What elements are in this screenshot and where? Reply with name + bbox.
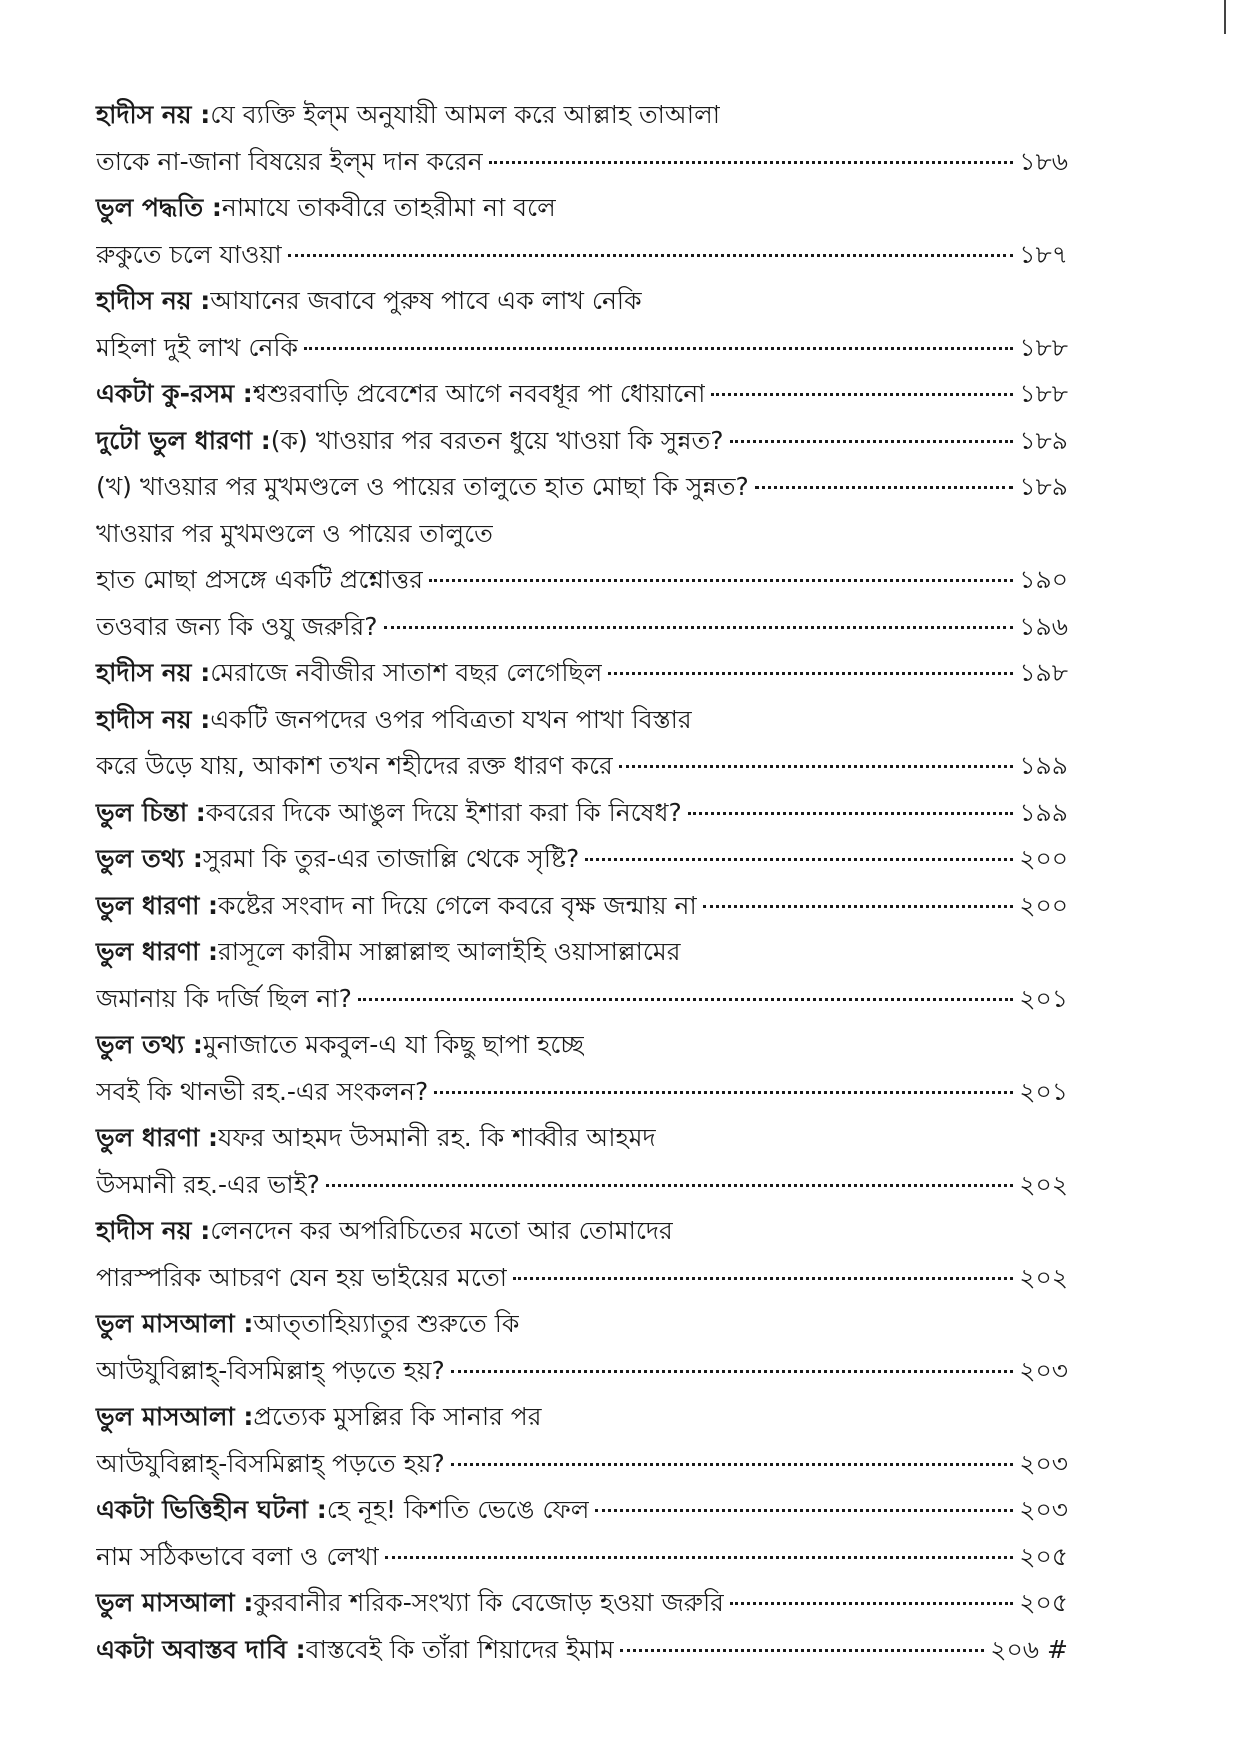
toc-line xyxy=(96,557,1068,604)
toc-line xyxy=(96,1394,1068,1441)
entry-title: সবই কি থানভী রহ.-এর সংকলন? xyxy=(96,1076,429,1106)
entry-page-number: ২০০ xyxy=(1019,844,1068,873)
dot-leader xyxy=(326,1184,1013,1187)
dot-leader xyxy=(513,1277,1013,1280)
entry-title: যে ব্যক্তি ইল্‌ম অনুযায়ী আমল করে আল্লাহ তাআলা xyxy=(210,100,720,129)
entry-title: লেনদেন কর অপরিচিতের মতো আর তোমাদের xyxy=(210,1216,673,1245)
entry-title: (ক) খাওয়ার পর বরতন ধুয়ে খাওয়া কি সুন্নত? xyxy=(270,425,724,455)
toc-line xyxy=(96,139,1068,186)
toc-line xyxy=(96,511,1068,558)
toc-line xyxy=(96,1534,1068,1581)
toc-line xyxy=(96,371,1068,418)
toc-line xyxy=(96,464,1068,511)
entry-title: নামাযে তাকবীরে তাহরীমা না বলে xyxy=(221,193,556,222)
entry-title: জমানায় কি দর্জি ছিল না? xyxy=(96,983,352,1013)
entry-category-label: ভুল চিন্তা : xyxy=(96,797,206,827)
entry-page-number: ১৯৯ xyxy=(1019,797,1068,827)
entry-category-label: ভুল তথ্য : xyxy=(96,1030,203,1059)
entry-title: আযানের জবাবে পুরুষ পাবে এক লাখ নেকি xyxy=(210,286,642,315)
entry-page-number: ২০৫ xyxy=(1019,1541,1068,1571)
entry-title: আত্‌তাহিয়্যাতুর শুরুতে কি xyxy=(253,1309,520,1338)
page-edge-mark xyxy=(1224,0,1226,34)
entry-category-label: একটা ভিত্তিহীন ঘটনা : xyxy=(96,1495,327,1524)
toc-line xyxy=(96,1162,1068,1209)
entry-category-label: ভুল পদ্ধতি : xyxy=(96,193,222,222)
entry-title: রাসূলে কারীম সাল্লাল্লাহু আলাইহি ওয়াসাল্লামের xyxy=(218,937,681,966)
toc-line xyxy=(96,1069,1068,1116)
entry-title: হে নূহ! কিশতি ভেঙে ফেল xyxy=(326,1495,590,1524)
entry-title: (খ) খাওয়ার পর মুখমণ্ডলে ও পায়ের তালুতে হাত মোছা কি সুন্নত? xyxy=(96,472,749,501)
entry-page-number: ২০২ xyxy=(1019,1169,1068,1199)
dot-leader xyxy=(620,1649,984,1652)
toc-line xyxy=(96,1255,1068,1302)
entry-category-label: ভুল মাসআলা : xyxy=(96,1402,254,1431)
entry-title: প্রত্যেক মুসল্লির কি সানার পর xyxy=(253,1402,542,1431)
entry-title: পারস্পরিক আচরণ যেন হয় ভাইয়ের মতো xyxy=(96,1262,507,1292)
toc-line xyxy=(96,1580,1068,1627)
toc-line xyxy=(96,1627,1068,1674)
entry-title: তাকে না-জানা বিষয়ের ইল্‌ম দান করেন xyxy=(96,146,483,176)
entry-page-number: ২০১ xyxy=(1019,1076,1068,1106)
entry-page-number: ১৮৯ xyxy=(1019,425,1068,455)
entry-page-number: ১৮৮ xyxy=(1019,332,1068,362)
toc-line xyxy=(96,1487,1068,1534)
entry-page-number: ১৯০ xyxy=(1019,565,1068,594)
entry-title: মহিলা দুই লাখ নেকি xyxy=(96,332,299,362)
entry-title: মেরাজে নবীজীর সাতাশ বছর লেগেছিল xyxy=(210,658,603,687)
entry-title: হাত মোছা প্রসঙ্গে একটি প্রশ্নোত্তর xyxy=(96,565,424,594)
toc-line xyxy=(96,650,1068,697)
entry-page-number: ২০১ xyxy=(1019,983,1068,1013)
dot-leader xyxy=(489,161,1014,164)
toc-line xyxy=(96,1022,1068,1069)
dot-leader xyxy=(585,858,1013,861)
entry-page-number: ২০০ xyxy=(1019,890,1068,920)
entry-category-label: হাদীস নয় : xyxy=(96,704,211,734)
dot-leader xyxy=(688,812,1014,815)
toc-line xyxy=(96,232,1068,279)
toc-line xyxy=(96,836,1068,883)
toc-line xyxy=(96,976,1068,1023)
entry-title: নাম সঠিকভাবে বলা ও লেখা xyxy=(96,1541,379,1571)
entry-title: যফর আহমদ উসমানী রহ. কি শাব্বীর আহমদ xyxy=(218,1123,656,1152)
entry-category-label: ভুল ধারণা : xyxy=(96,890,219,920)
dot-leader xyxy=(358,998,1013,1001)
dot-leader xyxy=(619,765,1014,768)
entry-page-number: ২০৩ xyxy=(1019,1495,1068,1524)
toc-line xyxy=(96,1301,1068,1348)
entry-title: উসমানী রহ.-এর ভাই? xyxy=(96,1169,320,1199)
toc-line xyxy=(96,604,1068,651)
entry-title: করে উড়ে যায়, আকাশ তখন শহীদের রক্ত ধারণ করে xyxy=(96,751,613,780)
toc-line xyxy=(96,92,1068,139)
toc-line xyxy=(96,1441,1068,1488)
dot-leader xyxy=(384,626,1014,629)
entry-page-number: ১৮৬ xyxy=(1019,146,1068,176)
entry-category-label: একটা অবাস্তব দাবি : xyxy=(96,1634,306,1664)
entry-category-label: হাদীস নয় : xyxy=(96,658,211,687)
entry-category-label: ভুল ধারণা : xyxy=(96,937,219,966)
entry-title: বাস্তবেই কি তাঁরা শিয়াদের ইমাম xyxy=(305,1634,615,1664)
table-of-contents xyxy=(96,92,1068,1673)
dot-leader xyxy=(755,486,1014,489)
entry-title: কুরবানীর শরিক-সংখ্যা কি বেজোড় হওয়া জরুরি xyxy=(253,1588,724,1617)
entry-page-number: ২০৩ xyxy=(1019,1448,1068,1478)
entry-title: কবরের দিকে আঙুল দিয়ে ইশারা করা কি নিষেধ? xyxy=(205,797,682,827)
entry-title: একটি জনপদের ওপর পবিত্রতা যখন পাখা বিস্তার xyxy=(210,704,692,734)
entry-category-label: দুটো ভুল ধারণা : xyxy=(96,425,271,455)
entry-title: আউযুবিল্লাহ্‌-বিসমিল্লাহ্‌ পড়তে হয়? xyxy=(96,1355,445,1385)
dot-leader xyxy=(429,579,1013,582)
entry-title: আউযুবিল্লাহ্‌-বিসমিল্লাহ্‌ পড়তে হয়? xyxy=(96,1448,445,1478)
entry-category-label: ভুল ধারণা : xyxy=(96,1123,219,1152)
toc-line xyxy=(96,790,1068,837)
dot-leader xyxy=(288,254,1014,257)
dot-leader xyxy=(608,672,1013,675)
entry-page-number: ১৮৯ xyxy=(1019,472,1068,501)
dot-leader xyxy=(711,393,1013,396)
entry-category-label: একটা কু-রসম : xyxy=(96,379,253,408)
entry-title: কষ্টের সংবাদ না দিয়ে গেলে কবরে বৃক্ষ জন্মায় না xyxy=(218,890,697,920)
toc-line xyxy=(96,325,1068,372)
toc-line xyxy=(96,185,1068,232)
entry-page-number: ২০২ xyxy=(1019,1262,1068,1292)
dot-leader xyxy=(730,1602,1013,1605)
entry-page-number: ১৯৯ xyxy=(1019,751,1068,780)
toc-line xyxy=(96,743,1068,790)
entry-title: তওবার জন্য কি ওযু জরুরি? xyxy=(96,611,378,641)
dot-leader xyxy=(730,440,1014,443)
dot-leader xyxy=(595,1509,1013,1512)
toc-line xyxy=(96,418,1068,465)
toc-line xyxy=(96,697,1068,744)
entry-page-number: ২০৫ xyxy=(1019,1588,1068,1617)
dot-leader xyxy=(451,1463,1014,1466)
toc-line xyxy=(96,1115,1068,1162)
entry-category-label: ভুল তথ্য : xyxy=(96,844,203,873)
dot-leader xyxy=(434,1091,1013,1094)
entry-page-number: ২০৩ xyxy=(1019,1355,1068,1385)
toc-line xyxy=(96,1208,1068,1255)
entry-page-number: ১৮৮ xyxy=(1019,379,1068,408)
entry-page-number: ১৮৭ xyxy=(1019,239,1068,269)
toc-line xyxy=(96,883,1068,930)
dot-leader xyxy=(304,347,1013,350)
entry-category-label: ভুল মাসআলা : xyxy=(96,1309,254,1338)
entry-title: মুনাজাতে মকবুল-এ যা কিছু ছাপা হচ্ছে xyxy=(202,1030,584,1059)
entry-title: খাওয়ার পর মুখমণ্ডলে ও পায়ের তালুতে xyxy=(96,518,493,548)
entry-page-number: ১৯৬ xyxy=(1019,611,1068,641)
entry-category-label: ভুল মাসআলা : xyxy=(96,1588,254,1617)
entry-page-number: ১৯৮ xyxy=(1019,658,1068,687)
dot-leader xyxy=(703,905,1014,908)
hash-mark: # xyxy=(1047,1634,1068,1664)
entry-category-label: হাদীস নয় : xyxy=(96,1216,211,1245)
entry-title: শ্বশুরবাড়ি প্রবেশের আগে নববধূর পা ধোয়ানো xyxy=(252,379,706,408)
entry-page-number: ২০৬ xyxy=(990,1634,1040,1664)
entry-title: রুকুতে চলে যাওয়া xyxy=(96,239,282,269)
dot-leader xyxy=(451,1370,1014,1373)
entry-category-label: হাদীস নয় : xyxy=(96,286,211,315)
entry-title: সুরমা কি তুর-এর তাজাল্লি থেকে সৃষ্টি? xyxy=(202,844,580,873)
toc-line xyxy=(96,1348,1068,1395)
toc-line xyxy=(96,278,1068,325)
entry-category-label: হাদীস নয় : xyxy=(96,100,211,129)
dot-leader xyxy=(385,1556,1013,1559)
toc-line xyxy=(96,929,1068,976)
